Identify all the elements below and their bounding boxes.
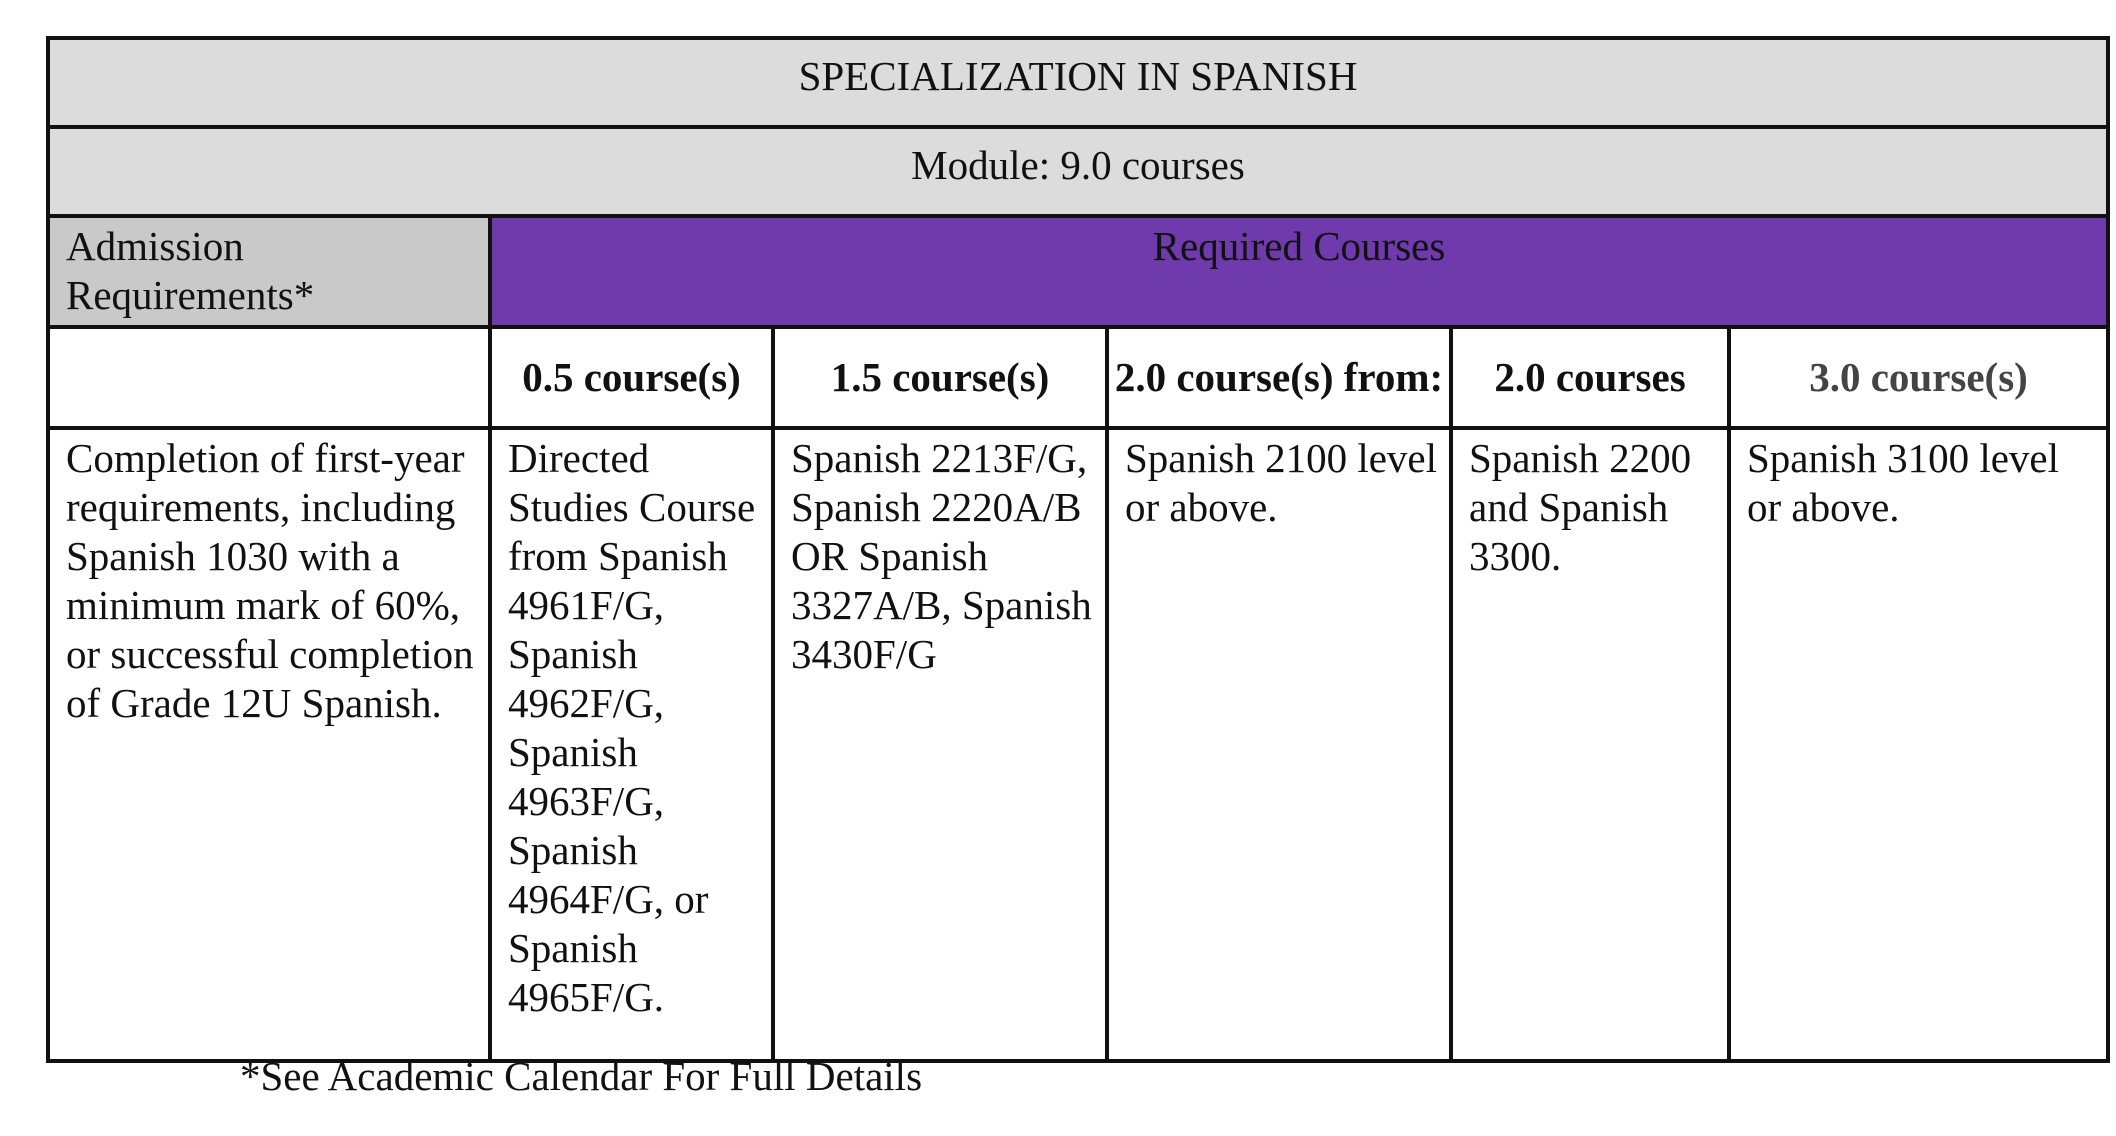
column-header: 2.0 courses (1451, 327, 1729, 428)
column-header: 3.0 course(s) (1729, 327, 2108, 428)
footnote: *See Academic Calendar For Full Details (240, 1053, 923, 1099)
column-header-cell (1107, 327, 1451, 428)
table-cell: Spanish 2213F/G, Spanish 2220A/B OR Spanish 3327A/B, Spanish 3430F/G (773, 428, 1107, 1061)
requirements-row (48, 428, 2108, 1061)
admission-requirements-text: Completion of first-year requirements, including Spanish 1030 with a minimum mark of 60%, or successful completion of Grade 12U Spanish. (48, 428, 490, 1061)
table-cell: Directed Studies Course from Spanish 4961F/G, Spanish 4962F/G, Spanish 4963F/G, Spanish 4964F/G, or Spanish 4965F/G. (490, 428, 773, 1061)
table-cell: Spanish 2100 level or above. (1107, 428, 1451, 1061)
table-cell: Spanish 2200 and Spanish 3300. (1451, 428, 1729, 1061)
table-title: SPECIALIZATION IN SPANISH (798, 53, 1358, 99)
module-row (48, 127, 2108, 216)
title-row (48, 38, 2108, 127)
module-cell (48, 127, 2108, 216)
column-header: 2.0 course(s) from: (1114, 354, 1444, 400)
required-courses-header: Required Courses (490, 216, 2108, 327)
column-header-empty (48, 327, 490, 428)
column-header: 0.5 course(s) (490, 327, 773, 428)
table-title-cell (48, 38, 2108, 127)
column-header-row (48, 327, 2108, 428)
section-header-row (48, 216, 2108, 327)
specialization-table (46, 36, 2110, 1063)
table-cell: Spanish 3100 level or above. (1729, 428, 2108, 1061)
module-label: Module: 9.0 courses (911, 142, 1245, 188)
column-header: 1.5 course(s) (773, 327, 1107, 428)
admission-requirements-header: Admission Requirements* (48, 216, 490, 327)
